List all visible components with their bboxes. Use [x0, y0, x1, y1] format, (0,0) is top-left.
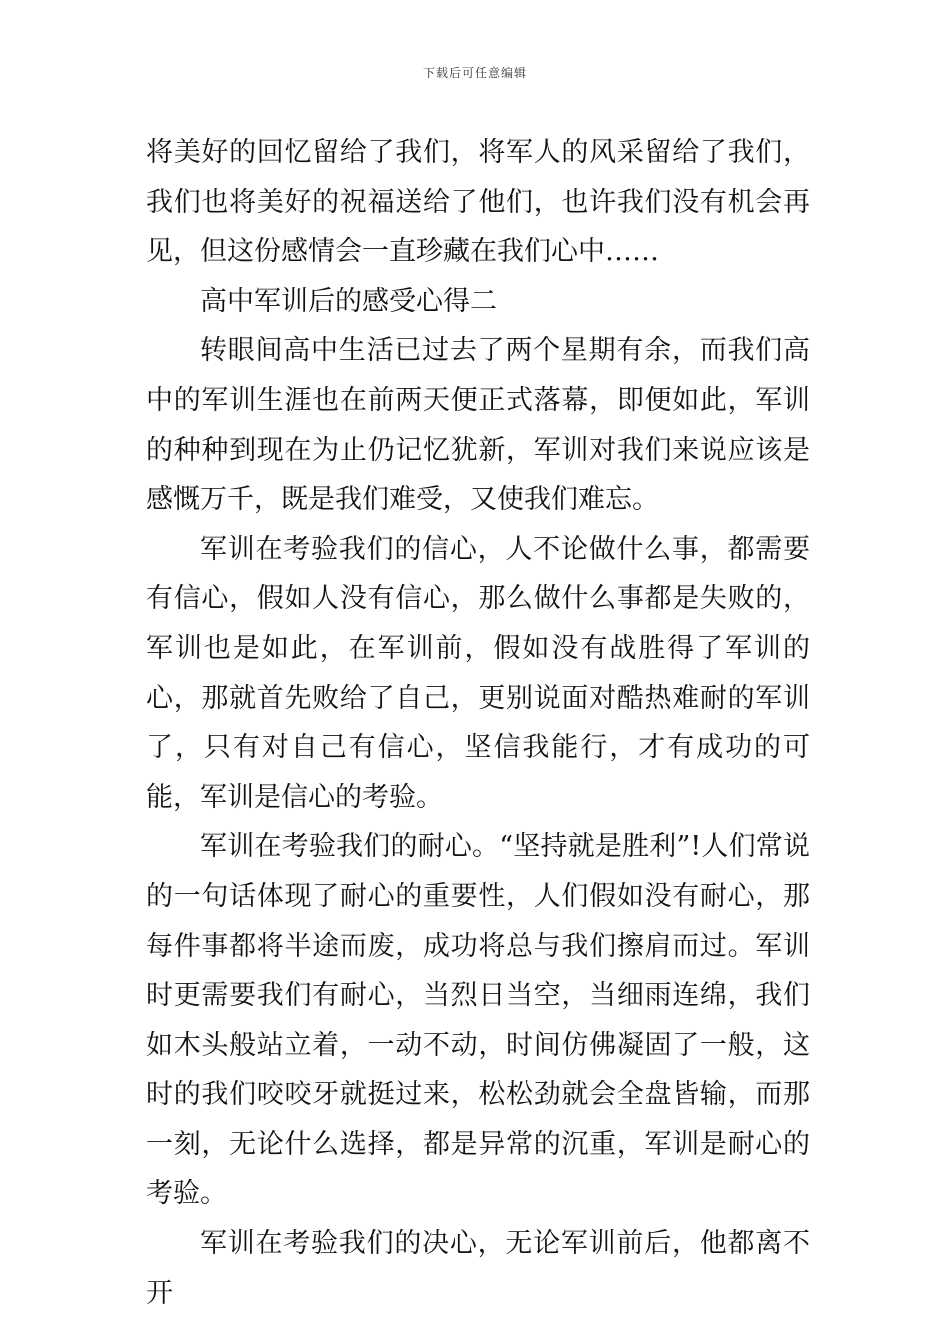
paragraph-confidence: 军训在考验我们的信心，人不论做什么事，都需要有信心，假如人没有信心，那么做什么事都是失败的，军训也是如此，在军训前，假如没有战胜得了军训的心，那就首先败给了自己，更别说面对酷热难耐的军训了，只有对自己有信心，坚信我能行，才有成功的可能，军训是信心的考验。 [146, 533, 810, 813]
section-heading: 高中军训后的感受心得二 [200, 285, 497, 317]
document-body [146, 128, 810, 1318]
page-header: 下载后可任意编辑 [422, 66, 527, 80]
paragraph-patience: 军训在考验我们的耐心。“坚持就是胜利”!人们常说的一句话体现了耐心的重要性，人们假如没有耐心，那每件事都将半途而废，成功将总与我们擦肩而过。军训时更需要我们有耐心，当烈日当空，当细雨连绵，我们如木头般站立着，一动不动，时间仿佛凝固了一般，这时的我们咬咬牙就挺过来，松松劲就会全盘皆输，而那一刻，无论什么选择，都是异常的沉重，军训是耐心的考验。 [146, 831, 810, 1210]
paragraph-intro: 转眼间高中生活已过去了两个星期有余，而我们高中的军训生涯也在前两天便正式落幕，即便如此，军训的种种到现在为止仍记忆犹新，军训对我们来说应该是感慨万千，既是我们难受，又使我们难忘。 [146, 335, 810, 516]
paragraph-determination: 军训在考验我们的决心，无论军训前后，他都离不开 [146, 1228, 810, 1309]
paragraph-continuation: 将美好的回忆留给了我们，将军人的风采留给了我们，我们也将美好的祝福送给了他们，也许我们没有机会再见，但这份感情会一直珍藏在我们心中…… [146, 137, 810, 268]
